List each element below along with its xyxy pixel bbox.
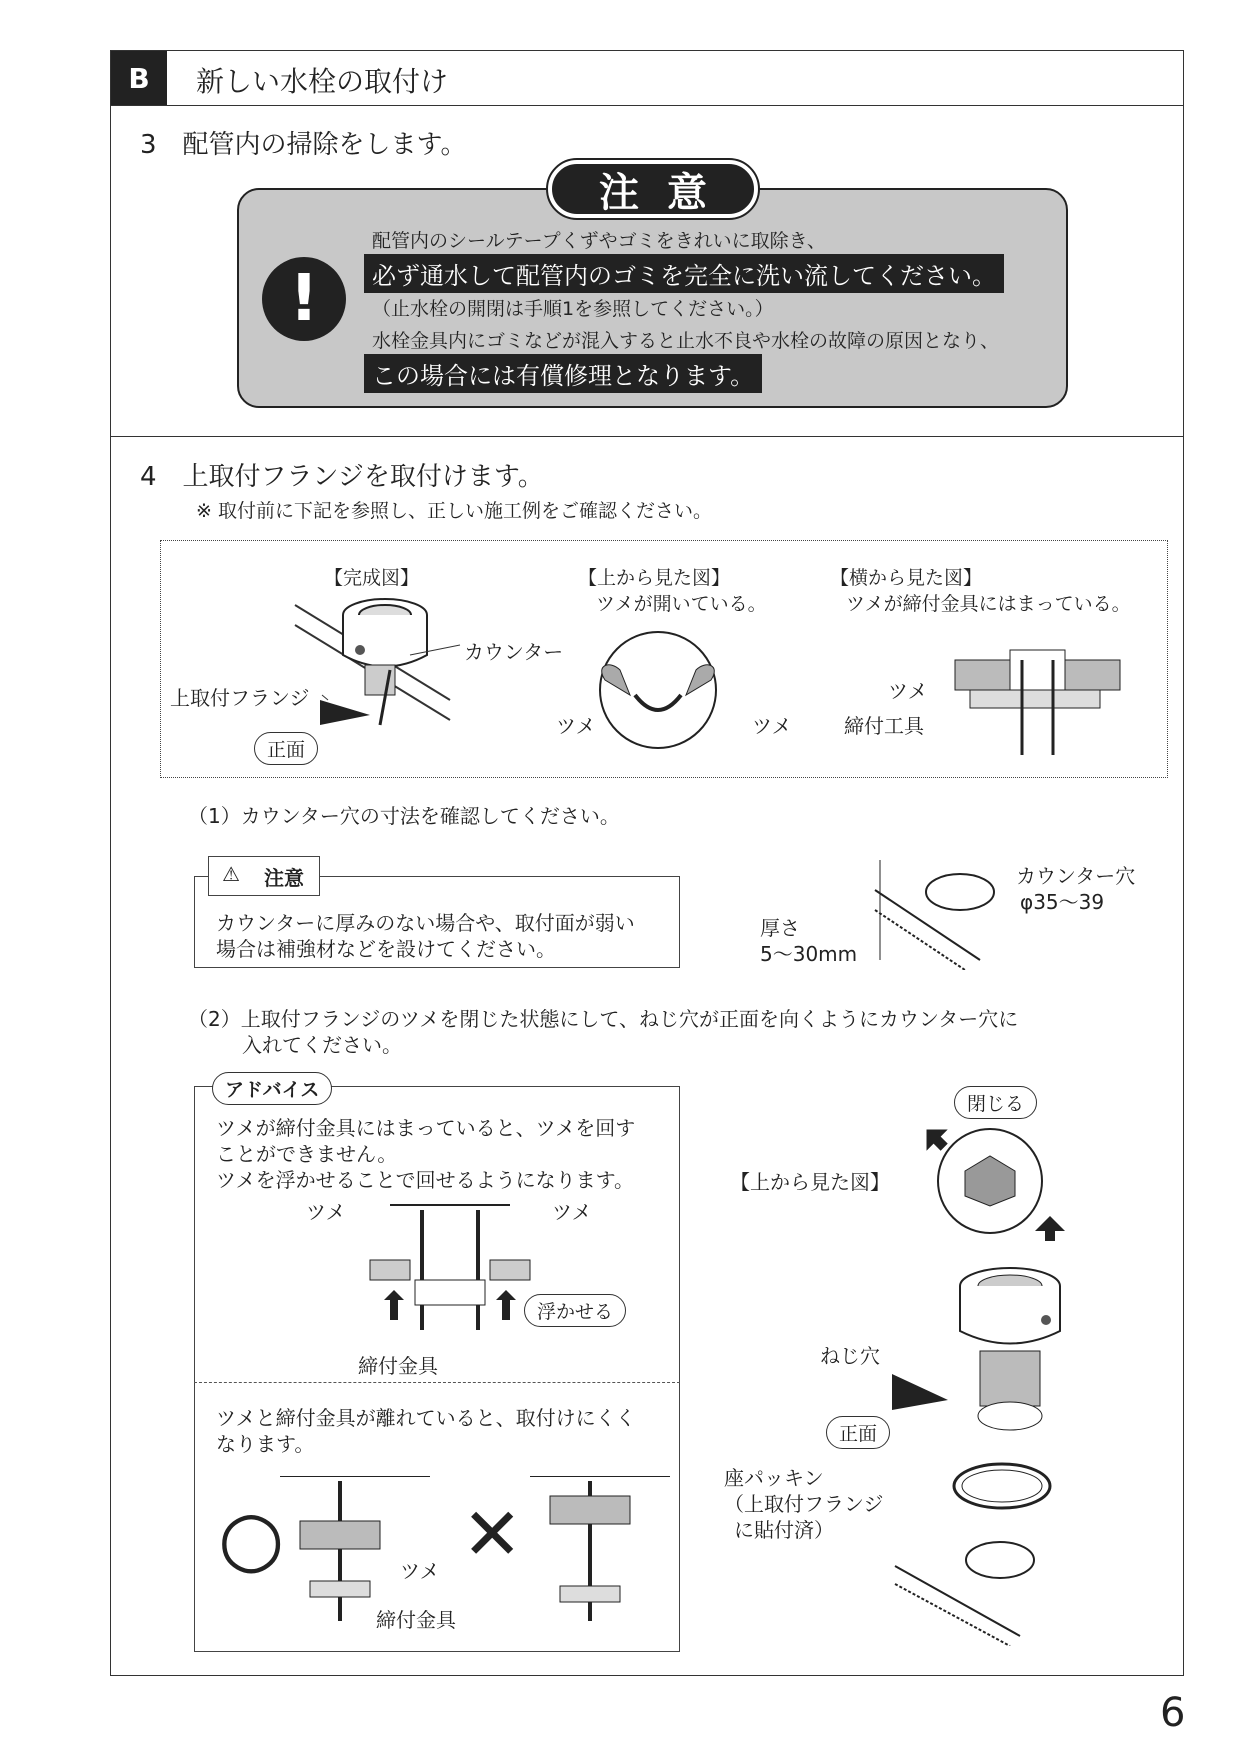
advice-divider [194, 1382, 680, 1383]
packing-drawing [950, 1456, 1060, 1516]
complete-figure-drawing [170, 590, 570, 770]
close-label: 閉じる [954, 1086, 1037, 1119]
packing-label3: に貼付済） [734, 1518, 834, 1542]
caution-line1: 配管内のシールテープくずやゴミをきれいに取除き、 [372, 230, 826, 252]
warning-icon: ⚠ [222, 862, 240, 886]
screw-hole-label: ねじ穴 [820, 1344, 880, 1368]
thickness-label: 厚さ [760, 916, 800, 940]
right-top-view-label: 【上から見た図】 [730, 1170, 890, 1194]
advice-tsume-right: ツメ [552, 1200, 592, 1224]
advice-fitting-label: 締付金具 [358, 1354, 438, 1378]
step4-title: 4 上取付フランジを取付けます。 [140, 462, 544, 492]
flange-label: 上取付フランジ [170, 686, 310, 710]
small-caution-label: 注意 [264, 866, 304, 890]
hole-label: カウンター穴 [1016, 864, 1136, 888]
caution-line3: （止水栓の開閉は手順1を参照してください。） [372, 298, 774, 320]
close-rotation-drawing [910, 1116, 1070, 1246]
bad-example-drawing [530, 1476, 680, 1626]
advice-tsume-left: ツメ [306, 1200, 346, 1224]
front-label: 正面 [254, 732, 318, 765]
caution-line4: 水栓金具内にゴミなどが混入すると止水不良や水栓の故障の原因となり、 [372, 330, 1000, 352]
advice-text1: ツメが締付金具にはまっていると、ツメを回す [216, 1116, 636, 1140]
bad-mark: ✕ [462, 1492, 523, 1576]
advice-text5: なります。 [216, 1432, 315, 1456]
step4-note: ※ 取付前に下記を参照し、正しい施工例をご確認ください。 [196, 500, 712, 522]
advice-text3: ツメを浮かせることで回せるようになります。 [216, 1168, 634, 1192]
counter-drawing [890, 1536, 1050, 1646]
sub2-line2: 入れてください。 [242, 1033, 402, 1057]
thickness-value: 5〜30mm [760, 942, 858, 966]
caution-line2: 必ず通水して配管内のゴミを完全に洗い流してください。 [364, 254, 1004, 293]
flange-assembly-drawing [950, 1266, 1070, 1446]
fig-side-sub: ツメが締付金具にはまっている。 [846, 593, 1131, 615]
front-arrow-icon [890, 1372, 950, 1412]
caution-line5: この場合には有償修理となります。 [364, 354, 762, 393]
caution-label: 注意 [548, 160, 758, 218]
sub1-text: （1）カウンター穴の寸法を確認してください。 [188, 804, 620, 828]
right-front-label: 正面 [826, 1416, 890, 1449]
advice-text4: ツメと締付金具が離れていると、取付けにくく [216, 1406, 636, 1430]
page-number: 6 [1160, 1690, 1186, 1736]
section-title: 新しい水栓の取付け [196, 65, 449, 98]
side-view-drawing [950, 640, 1130, 760]
small-caution-text1: カウンターに厚みのない場合や、取付面が弱い [216, 911, 635, 935]
advice-fitting-drawing [360, 1200, 540, 1340]
packing-label1: 座パッキン [724, 1466, 824, 1490]
fig-top-sub: ツメが開いている。 [596, 593, 767, 615]
advice-label: アドバイス [212, 1072, 332, 1105]
small-caution-text2: 場合は補強材などを設けてください。 [216, 937, 556, 961]
good-mark: ○ [218, 1493, 285, 1582]
fig-complete-label: 【完成図】 [324, 567, 420, 589]
hole-value: φ35〜39 [1020, 890, 1105, 914]
section-badge: B [111, 51, 167, 105]
tsume-label-right: ツメ [752, 714, 792, 738]
sub2-line1: （2）上取付フランジのツメを閉じた状態にして、ねじ穴が正面を向くようにカウンター穴に [188, 1007, 1019, 1031]
float-label: 浮かせる [524, 1294, 626, 1327]
fig-side-label: 【横から見た図】 [830, 567, 983, 589]
fig-top-label: 【上から見た図】 [578, 567, 731, 589]
exclamation-icon: ! [262, 257, 346, 341]
step3-title: 3 配管内の掃除をします。 [140, 130, 467, 160]
side-tsume-label: ツメ [888, 679, 928, 703]
counter-label: カウンター [464, 640, 564, 664]
packing-label2: （上取付フランジ [724, 1492, 884, 1516]
tool-label: 締付工具 [844, 714, 924, 738]
advice-text2: ことができません。 [216, 1142, 398, 1166]
tsume-label-left: ツメ [556, 714, 596, 738]
counter-hole-drawing [860, 860, 1020, 970]
good-fitting-label: 締付金具 [376, 1608, 456, 1632]
good-tsume-label: ツメ [400, 1559, 440, 1583]
section-divider [110, 436, 1184, 437]
